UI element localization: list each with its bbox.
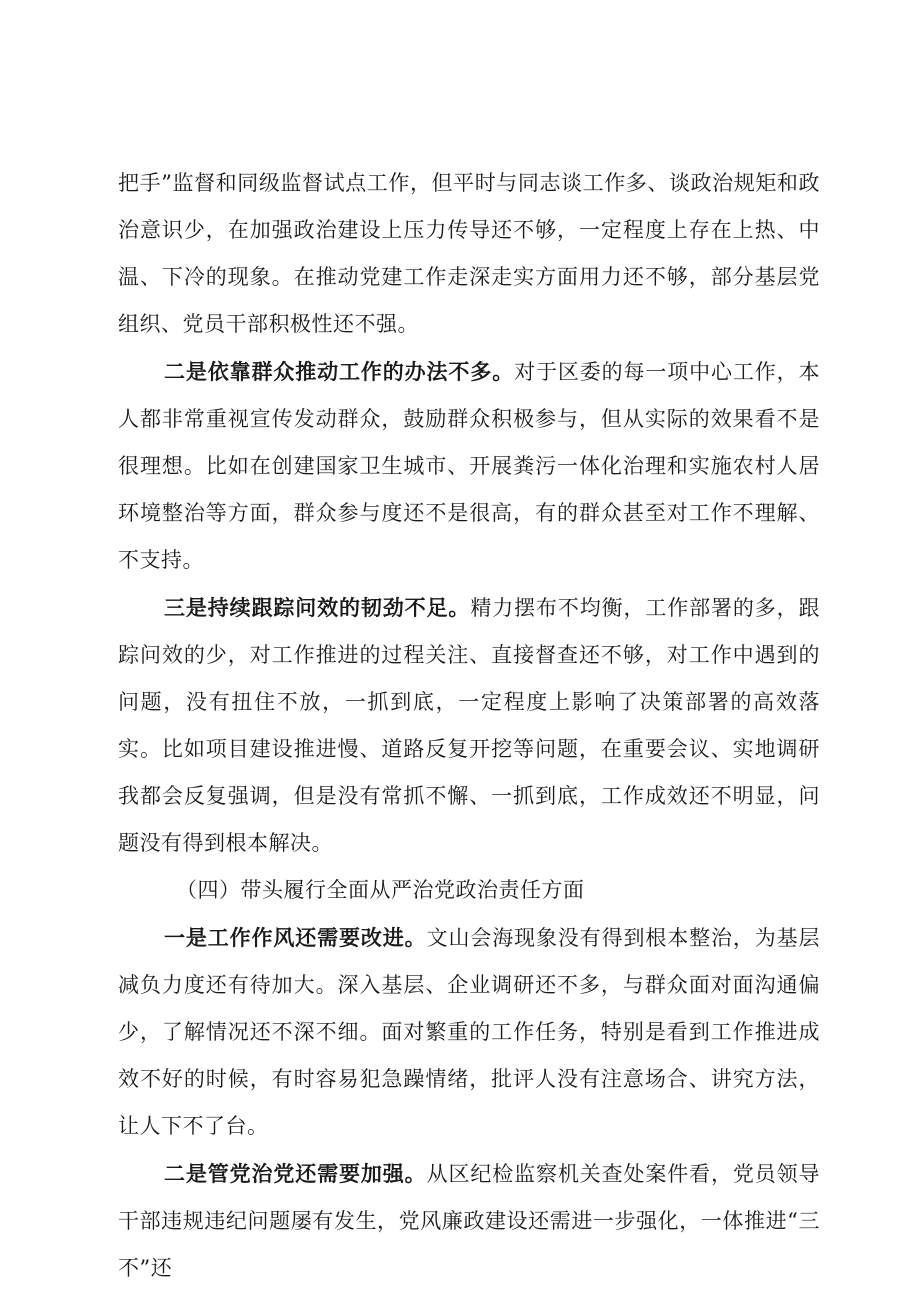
paragraph-lead: 二是管党治党还需要加强。 [164, 1161, 427, 1186]
section-heading: （四）带头履行全面从严治党政治责任方面 [176, 878, 585, 902]
paragraph-body: 从区纪检监察机关查处案件看，党员领导干部违规违纪问题屡有发生，党风廉政建设还需进一步强化，一体推进“三不”还 [118, 1162, 821, 1280]
paragraph-body: 对于区委的每一项中心工作，本人都非常重视宣传发动群众，鼓励群众积极参与，但从实际的效果看不是很理想。比如在创建国家卫生城市、开展粪污一体化治理和实施农村人居环境整治等方面，群众参与度还不是很高，有的群众甚至对工作不理解、不支持。 [118, 360, 821, 572]
paragraph-lead: 三是持续跟踪问效的韧劲不足。 [164, 595, 471, 620]
paragraph-section-point-one [118, 914, 820, 1150]
paragraph-section-point-two [118, 1150, 820, 1292]
paragraph-body: 文山会海现象没有得到根本整治，为基层减负力度还有待加大。深入基层、企业调研还不多，与群众面对面沟通偏少，了解情况还不深不细。面对繁重的工作任务，特别是看到工作推进成效不好的时候，有时容易犯急躁情绪，批评人没有注意场合、讲究方法，让人下不了台。 [118, 926, 821, 1138]
paragraph-point-three [118, 584, 820, 867]
paragraph-continuation [118, 160, 820, 348]
paragraph-body: 把手”监督和同级监督试点工作，但平时与同志谈工作多、谈政治规矩和政治意识少，在加强政治建设上压力传导还不够，一定程度上存在上热、中温、下冷的现象。在推动党建工作走深走实方面用力还不够，部分基层党组织、党员干部积极性还不强。 [118, 171, 820, 336]
paragraph-body: 精力摆布不均衡，工作部署的多，跟踪问效的少，对工作推进的过程关注、直接督查还不够，对工作中遇到的问题，没有扭住不放，一抓到底，一定程度上影响了决策部署的高效落实。比如项目建设推进慢、道路反复开挖等问题，在重要会议、实地调研我都会反复强调，但是没有常抓不懈、一抓到底，工作成效还不明显，问题没有得到根本解决。 [118, 596, 821, 855]
paragraph-point-two [118, 348, 820, 584]
paragraph-lead: 二是依靠群众推动工作的办法不多。 [164, 359, 515, 384]
paragraph-lead: 一是工作作风还需要改进。 [164, 925, 427, 950]
